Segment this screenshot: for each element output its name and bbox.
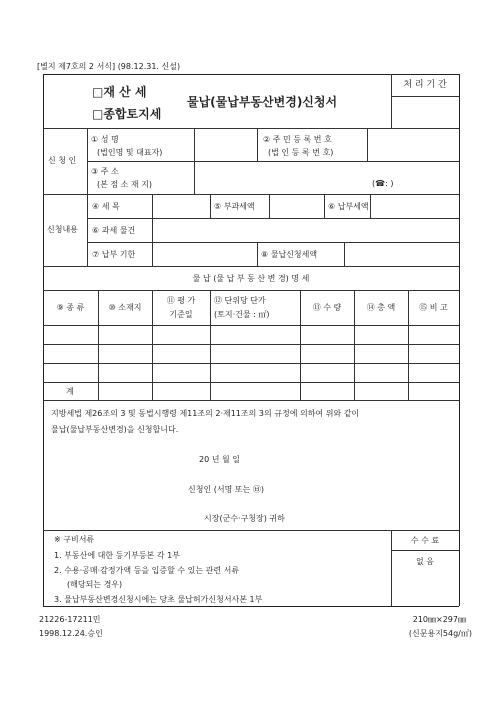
form-note: [별지 제7호의 2 서식] (98.12.31. 신설) xyxy=(37,62,181,71)
col-note: ⑮ 비 고 xyxy=(419,303,448,312)
signer-line: 신청인 (서명 또는 ㉥) xyxy=(188,485,264,494)
reg-number-sub-label: (법 인 등 록 번 호) xyxy=(268,148,334,157)
recipient-line: 시장(군수·구청장) 귀하 xyxy=(204,514,285,523)
tax-object-label: ⑥ 과세 물건 xyxy=(92,226,136,235)
statement-line-2: 물납(물납부동산변경)을 신청합니다. xyxy=(51,425,179,434)
processing-period-label: 처 리 기 간 xyxy=(403,80,447,90)
col-quantity: ⑬ 수 량 xyxy=(312,303,342,312)
address-label: ③ 주 소 xyxy=(91,167,119,176)
statement-line-1: 지방세법 제26조의 3 및 동법시행령 제11조의 2·제11조의 3의 규정에 의하여 위와 같이 xyxy=(51,409,360,418)
fee-value: 없 음 xyxy=(416,557,434,566)
paper-type: (신문용지54g/㎡) xyxy=(408,629,472,638)
reg-number-label: ② 주 민 등 록 번 호 xyxy=(263,135,332,144)
phone-label: (☎: ) xyxy=(372,179,394,188)
document-item-1: 1. 부동산에 대한 등기부등본 각 1부 xyxy=(54,551,180,560)
col-unit-price-sub: (토지·건물 : ㎡) xyxy=(214,310,270,319)
date-line: 20 년 월 일 xyxy=(199,455,240,464)
payment-amount-label: ⑥ 납부세액 xyxy=(328,202,369,211)
total-row-label: 계 xyxy=(66,387,74,396)
tax-type-property: □재 산 세 xyxy=(92,85,147,99)
fee-label: 수 수 료 xyxy=(410,536,440,545)
col-kind: ⑨ 종 류 xyxy=(56,303,85,312)
form-title: 물납(물납부동산변경)신청서 xyxy=(187,95,338,109)
documents-heading: ※ 구비서류 xyxy=(54,535,95,544)
form-code: 21226-17211민 xyxy=(39,615,101,624)
document-item-2-sub: (해당되는 경우) xyxy=(67,580,123,589)
applicant-section-label: 신 청 인 xyxy=(48,156,77,165)
paper-size: 210㎜×297㎜ xyxy=(412,615,466,624)
property-heading: 물 납 (물 납 부 동 산 변 경) 명 세 xyxy=(192,274,310,283)
col-total: ⑭ 총 액 xyxy=(366,303,396,312)
approval-date: 1998.12.24.승인 xyxy=(39,629,103,638)
tax-item-label: ④ 세 목 xyxy=(92,202,120,211)
col-evaluation-sub: 기준일 xyxy=(169,310,193,319)
payment-deadline-label: ⑦ 납부 기한 xyxy=(92,250,136,259)
name-sub-label: (법인명 및 대표자) xyxy=(97,148,163,157)
document-item-2: 2. 수용·공매·감정가액 등을 입증할 수 있는 관련 서류 xyxy=(54,566,240,575)
col-unit-price: ⑫ 단위당 단가 xyxy=(214,296,266,305)
apply-amount-label: ⑧ 물납신청세액 xyxy=(261,250,318,259)
address-sub-label: (본 점 소 재 지) xyxy=(97,180,153,189)
tax-type-land: □종합토지세 xyxy=(92,107,162,121)
document-item-3: 3. 물납부동산변경신청시에는 당초 물납허가신청서사본 1부 xyxy=(54,595,263,604)
col-location: ⑩ 소재지 xyxy=(108,303,142,312)
name-label: ① 성 명 xyxy=(91,135,119,144)
request-section-label: 신청내용 xyxy=(47,225,78,234)
col-evaluation: ⑪ 평 가 xyxy=(166,296,196,305)
assessed-amount-label: ⑤ 부과세액 xyxy=(214,202,255,211)
